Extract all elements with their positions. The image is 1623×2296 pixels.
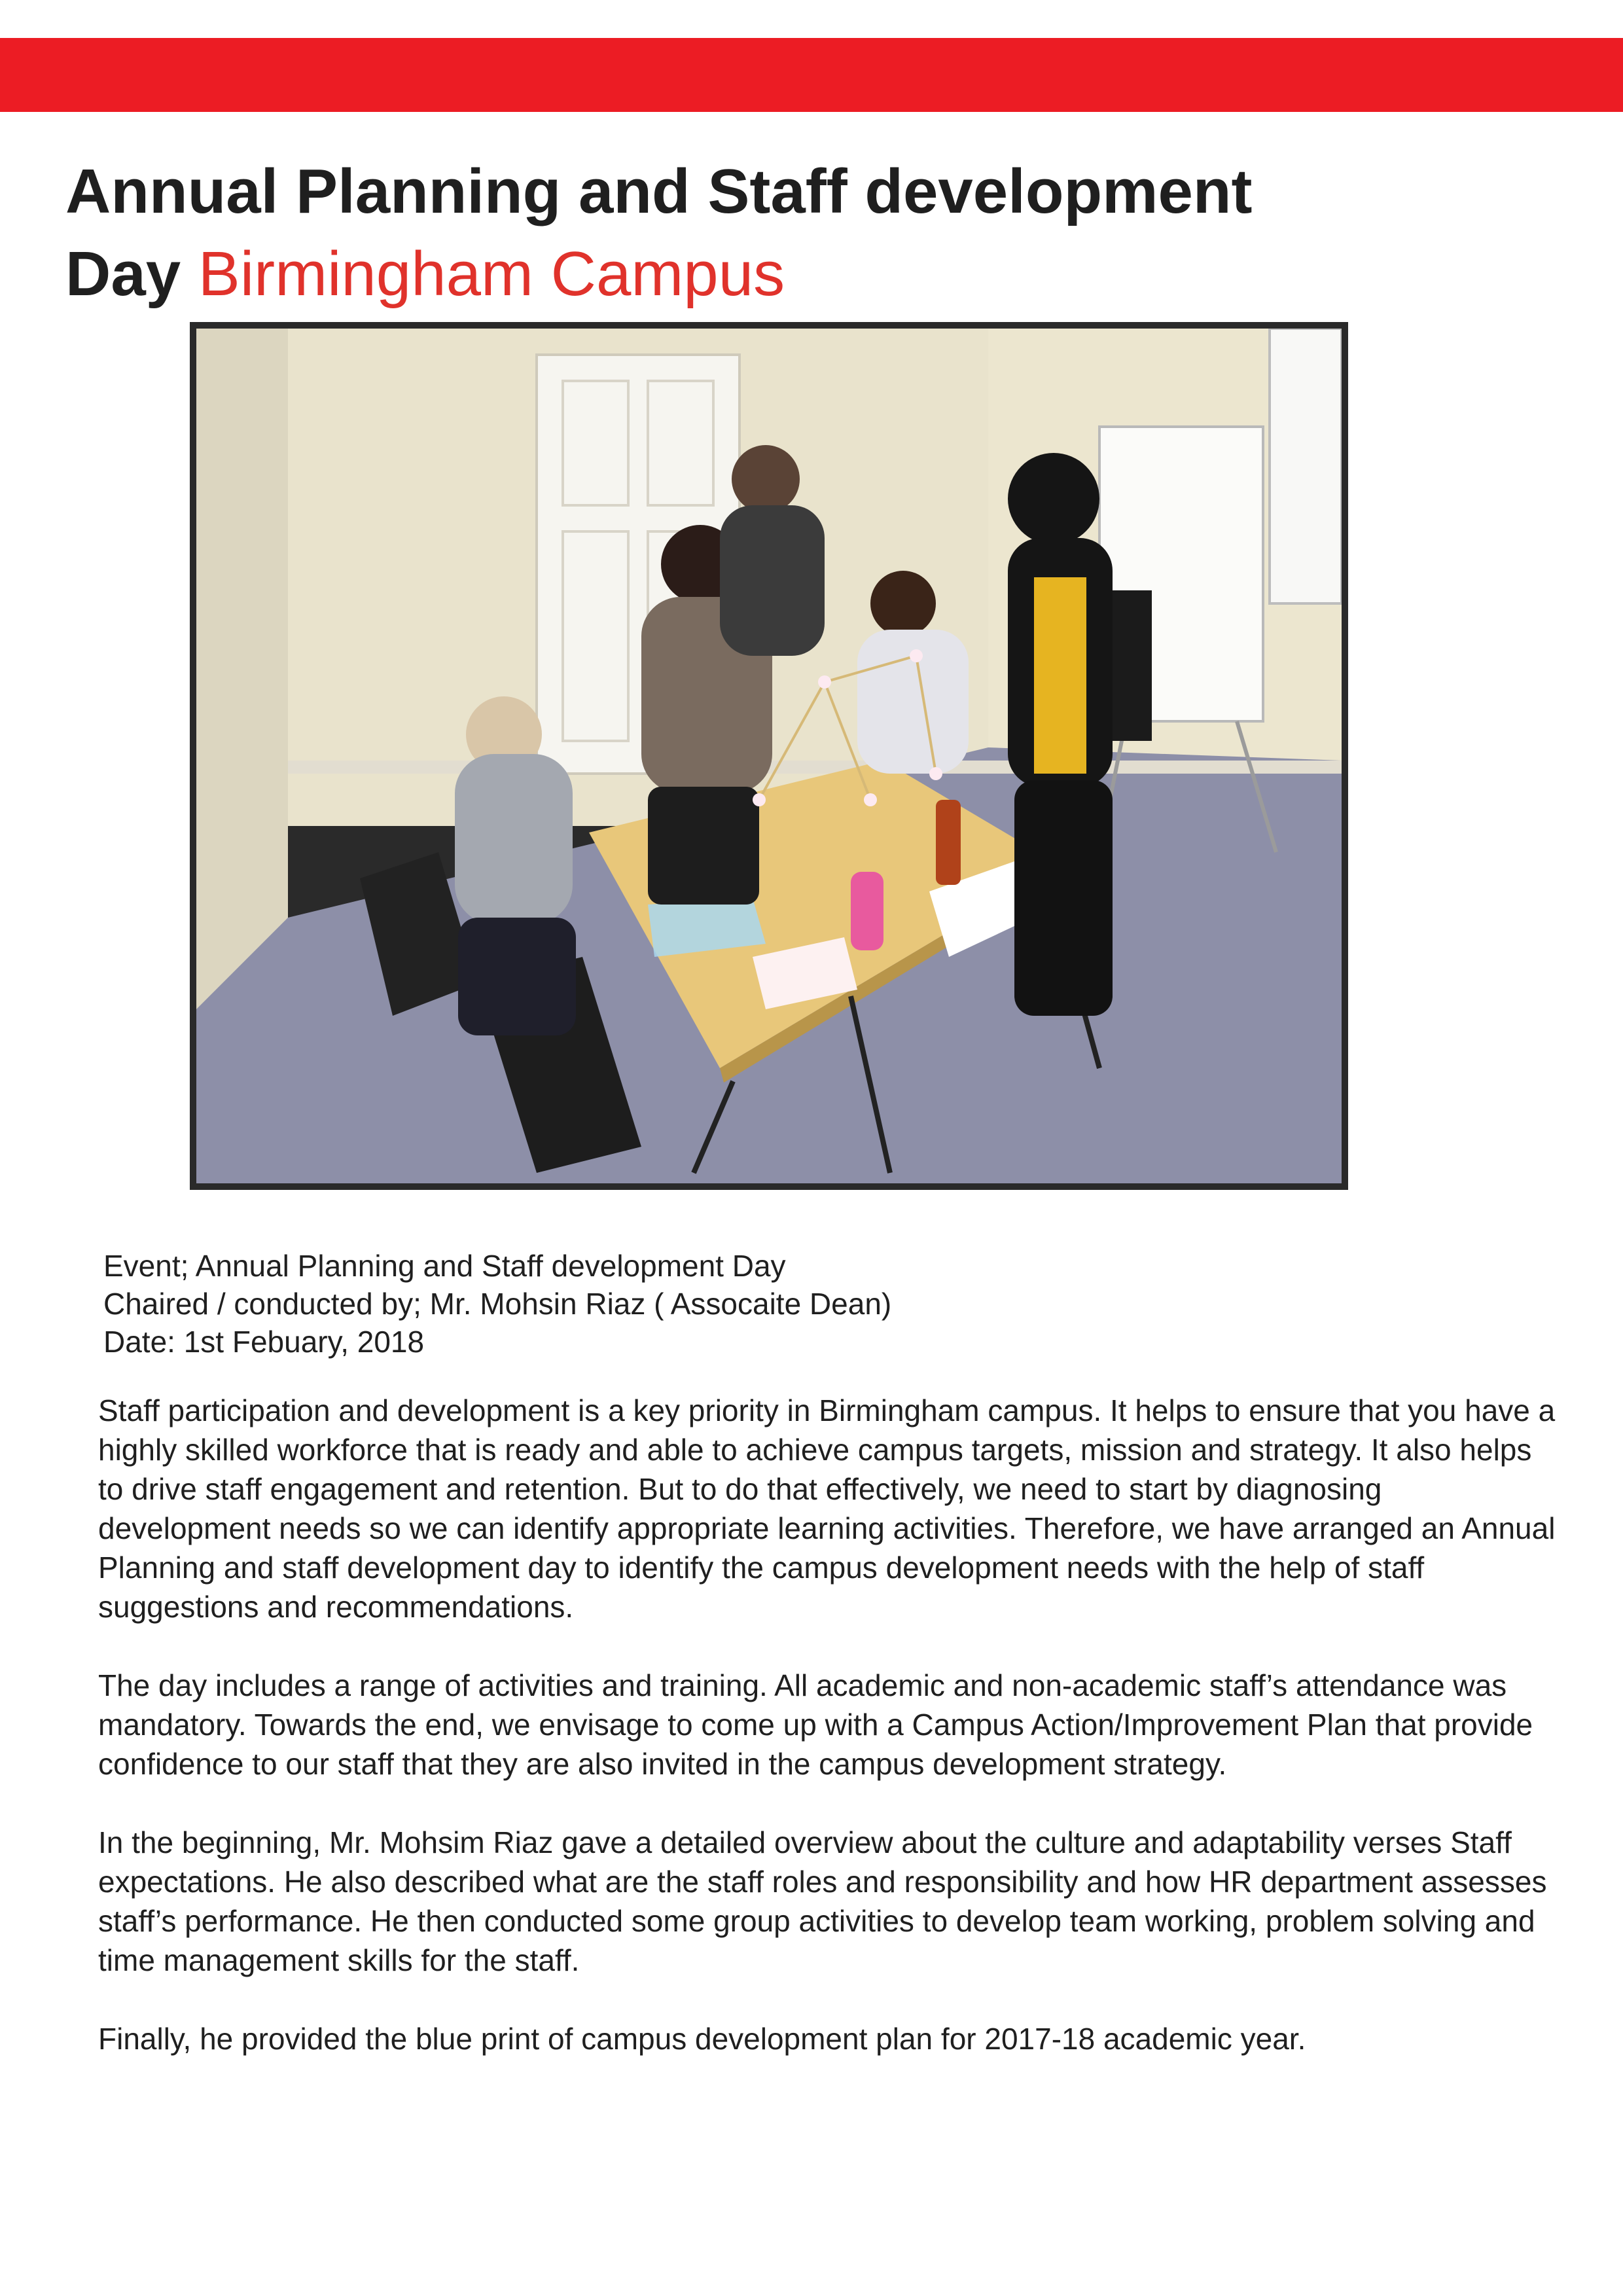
title-line-1: Annual Planning and Staff development (65, 156, 1253, 226)
paragraph: Staff participation and development is a key priority in Birmingham campus. It helps to ensure that you have a highly skilled workforce that is ready and able to achieve campus targets, mission and strategy. It also helps to drive staff engagement and retention. But to do that effectively, we need to start by diagnosing development needs so we can identify appropriate learning activities. Therefore, we have arranged an Annual Planning and staff development day to identify the campus development needs with the help of staff suggestions and recommendations. (98, 1393, 1556, 1624)
photo-cup (851, 872, 883, 950)
photo-marshmallow (910, 649, 923, 662)
paragraph: In the beginning, Mr. Mohsim Riaz gave a detailed overview about the culture and adaptability verses Staff expectations. He also described what are the staff roles and responsibility and how HR department assesses staff’s performance. He then conducted some group activities to develop team working, problem solving and time management skills for the staff. (98, 1825, 1547, 1977)
title-campus: Birmingham Campus (198, 239, 785, 309)
photo-marshmallow (864, 793, 877, 806)
photo-marshmallow (753, 793, 766, 806)
photo-left-wall (196, 329, 288, 1009)
photo-skirting (288, 761, 1342, 774)
group-activity-photo (196, 329, 1342, 1183)
photo-bottle (936, 800, 961, 885)
photo-whiteboard (1270, 329, 1342, 603)
event-date: Date: 1st Febuary, 2018 (103, 1325, 425, 1359)
photo-marshmallow (818, 675, 831, 689)
photo-marshmallow (929, 767, 942, 780)
paragraph: The day includes a range of activities and training. All academic and non-academic staff’s attendance was mandatory. Towards the end, we envisage to come up with a Campus Action/Improvement Plan that provide confidence to our staff that they are also invited in the campus development strategy. (98, 1668, 1533, 1781)
event-chair: Chaired / conducted by; Mr. Mohsin Riaz ( Assocaite Dean) (103, 1287, 892, 1321)
article-body (98, 1391, 1558, 2098)
event-photo (190, 322, 1348, 1190)
title-day: Day (65, 239, 181, 309)
title-line-2 (65, 233, 1252, 315)
event-name: Event; Annual Planning and Staff development Day (103, 1249, 786, 1283)
event-details (103, 1247, 891, 1361)
paragraph: Finally, he provided the blue print of campus development plan for 2017-18 academic year. (98, 2022, 1306, 2056)
top-accent-bar (0, 38, 1623, 112)
page-title (65, 151, 1252, 315)
